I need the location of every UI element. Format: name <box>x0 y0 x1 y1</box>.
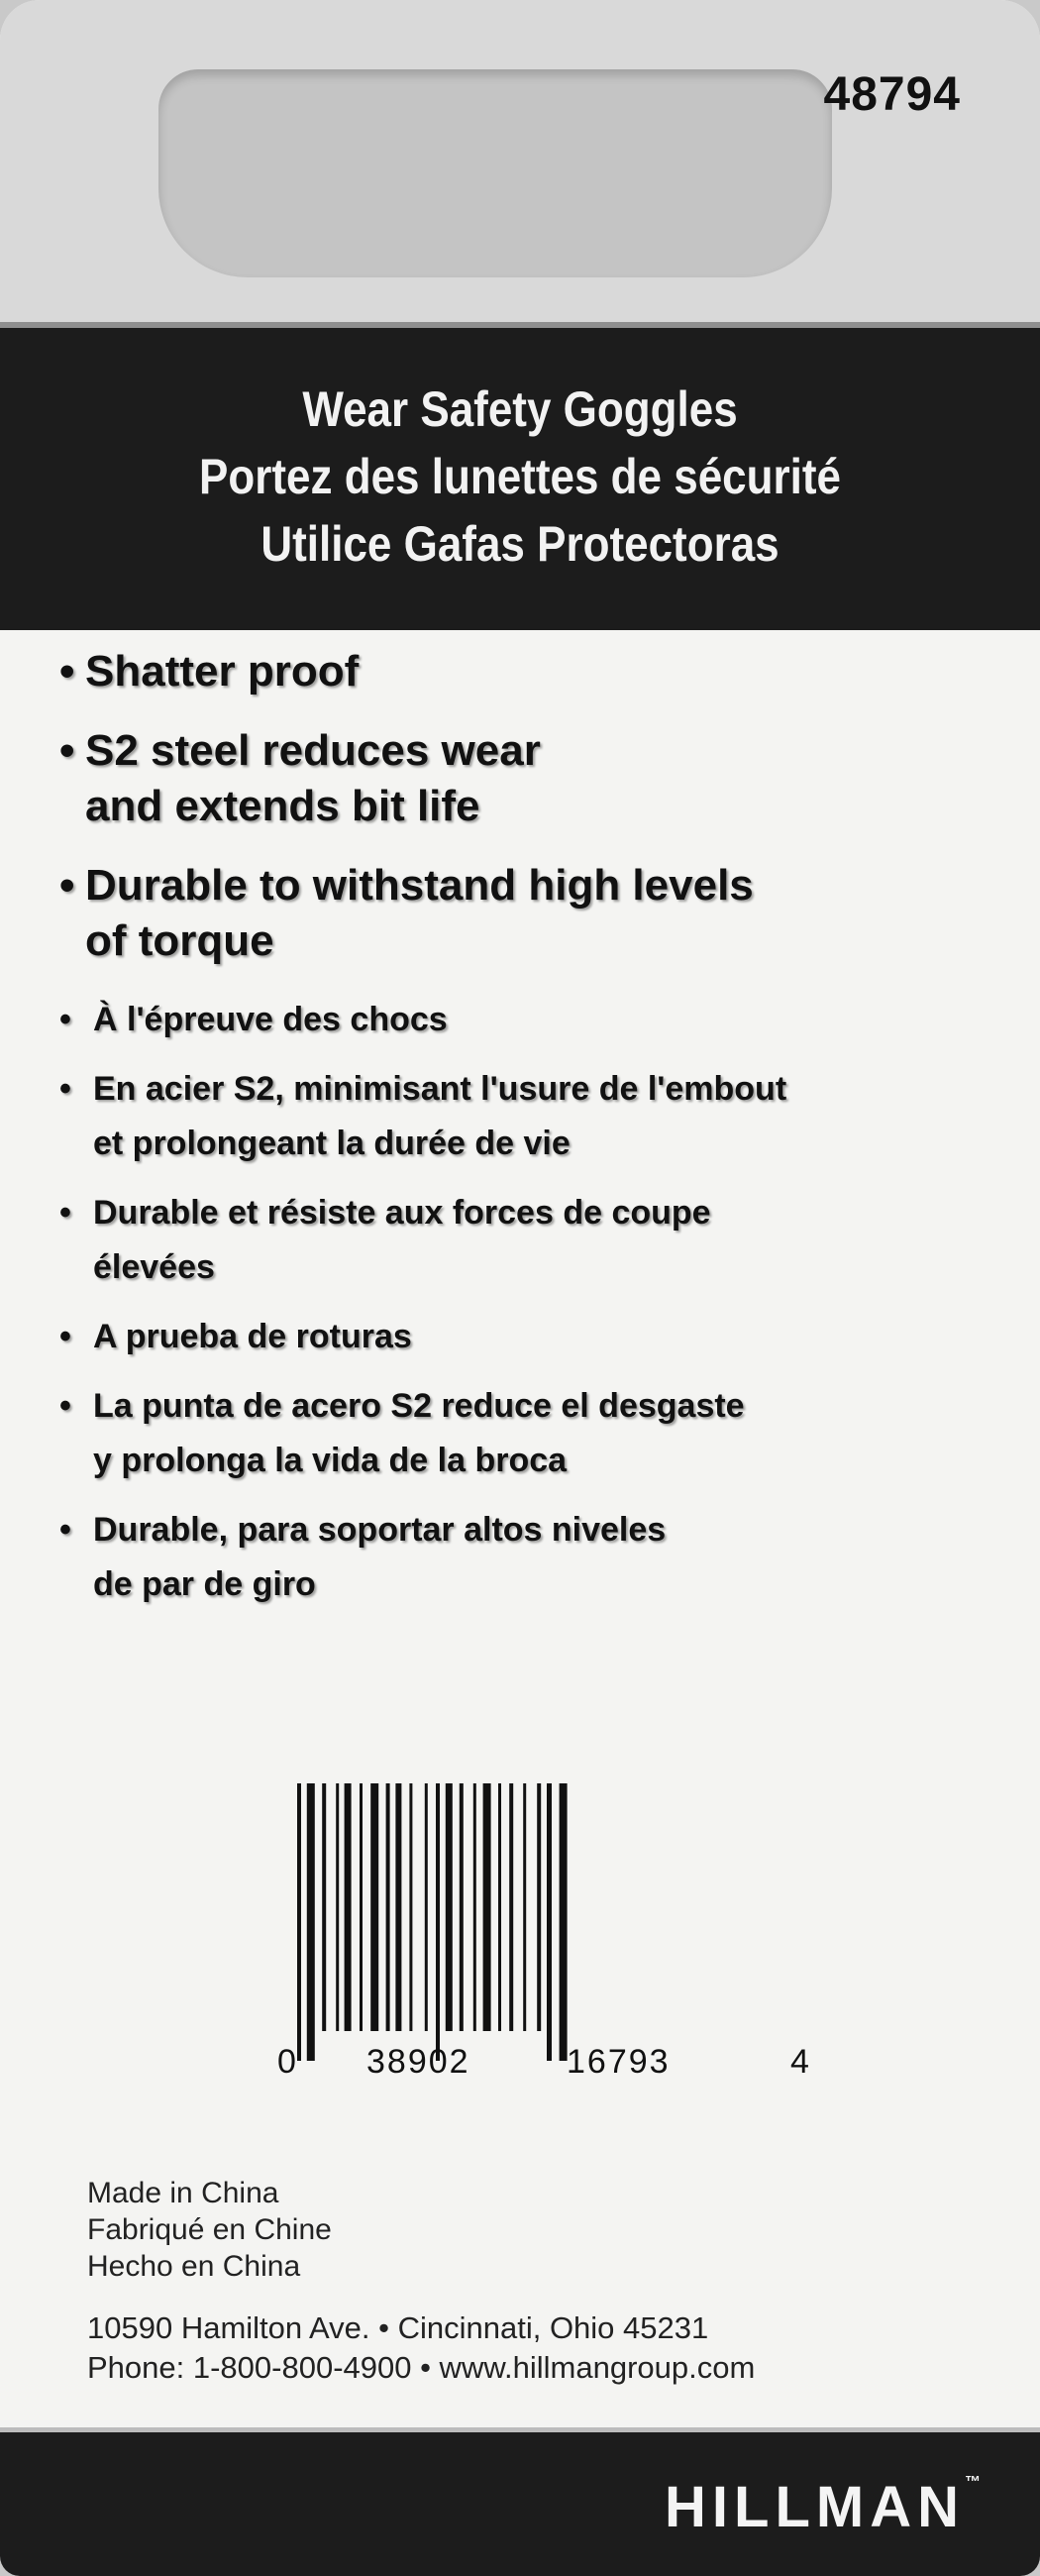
barcode-bar <box>345 1783 352 2031</box>
barcode-bar <box>360 1783 363 2031</box>
brand-footer <box>0 2427 1040 2576</box>
barcode-bar <box>547 1783 552 2061</box>
barcode <box>297 1783 773 2061</box>
barcode-check-digit: 4 <box>790 2043 809 2081</box>
barcode-bar <box>436 1783 440 2061</box>
feature-item: • À l'épreuve des chocs <box>59 1001 448 1038</box>
barcode-bar <box>336 1783 339 2031</box>
barcode-bar <box>409 1783 412 2031</box>
barcode-right-group: 16793 <box>567 2043 671 2081</box>
warning-french: Portez des lunettes de sécurité <box>198 449 841 504</box>
brand-logo: HILLMAN™ <box>665 2474 981 2539</box>
origin-french: Fabriqué en Chine <box>87 2213 332 2246</box>
barcode-digits <box>0 2043 1040 2093</box>
country-of-origin <box>87 2175 332 2285</box>
safety-warning-text <box>0 376 1040 578</box>
contact-line: Phone: 1-800-800-4900 • www.hillmangroup.com <box>87 2350 756 2385</box>
feature-item: • A prueba de roturas <box>59 1318 412 1355</box>
feature-list <box>59 644 1010 1627</box>
barcode-bar <box>322 1783 326 2031</box>
barcode-bar <box>483 1783 491 2031</box>
feature-item: • S2 steel reduces wear and extends bit life <box>59 726 541 830</box>
hang-tab <box>0 0 1040 322</box>
barcode-bar <box>523 1783 526 2031</box>
barcode-bar <box>297 1783 301 2061</box>
feature-item: • Durable et résiste aux forces de coupe élevées <box>59 1194 711 1286</box>
barcode-bar <box>509 1783 513 2031</box>
origin-english: Made in China <box>87 2177 279 2209</box>
barcode-left-group: 38902 <box>366 2043 470 2081</box>
barcode-bar <box>498 1783 501 2031</box>
barcode-bar <box>460 1783 464 2031</box>
barcode-bar <box>425 1783 428 2031</box>
origin-spanish: Hecho en China <box>87 2250 301 2283</box>
barcode-bar <box>537 1783 541 2031</box>
hang-hole <box>158 69 832 277</box>
barcode-bar <box>446 1783 453 2031</box>
barcode-bar <box>560 1783 568 2061</box>
company-address <box>87 2308 755 2388</box>
barcode-first-digit: 0 <box>277 2043 296 2081</box>
feature-item: • La punta de acero S2 reduce el desgaste y prolonga la vida de la broca <box>59 1387 745 1479</box>
feature-item: • Durable to withstand high levels of torque <box>59 861 754 965</box>
safety-warning-band <box>0 322 1040 630</box>
part-number: 48794 <box>823 68 961 121</box>
address-line: 10590 Hamilton Ave. • Cincinnati, Ohio 45231 <box>87 2310 709 2345</box>
barcode-bar <box>307 1783 315 2061</box>
feature-item: • Durable, para soportar altos niveles de par de giro <box>59 1511 667 1603</box>
barcode-bar <box>473 1783 476 2031</box>
barcode-bar <box>370 1783 378 2031</box>
warning-spanish: Utilice Gafas Protectoras <box>260 516 780 572</box>
barcode-bar <box>395 1783 401 2031</box>
feature-item: • En acier S2, minimisant l'usure de l'embout et prolongeant la durée de vie <box>59 1070 787 1162</box>
brand-name: HILLMAN <box>665 2475 965 2539</box>
warning-english: Wear Safety Goggles <box>302 381 738 437</box>
barcode-bar <box>386 1783 390 2031</box>
feature-item: • Shatter proof <box>59 647 360 696</box>
